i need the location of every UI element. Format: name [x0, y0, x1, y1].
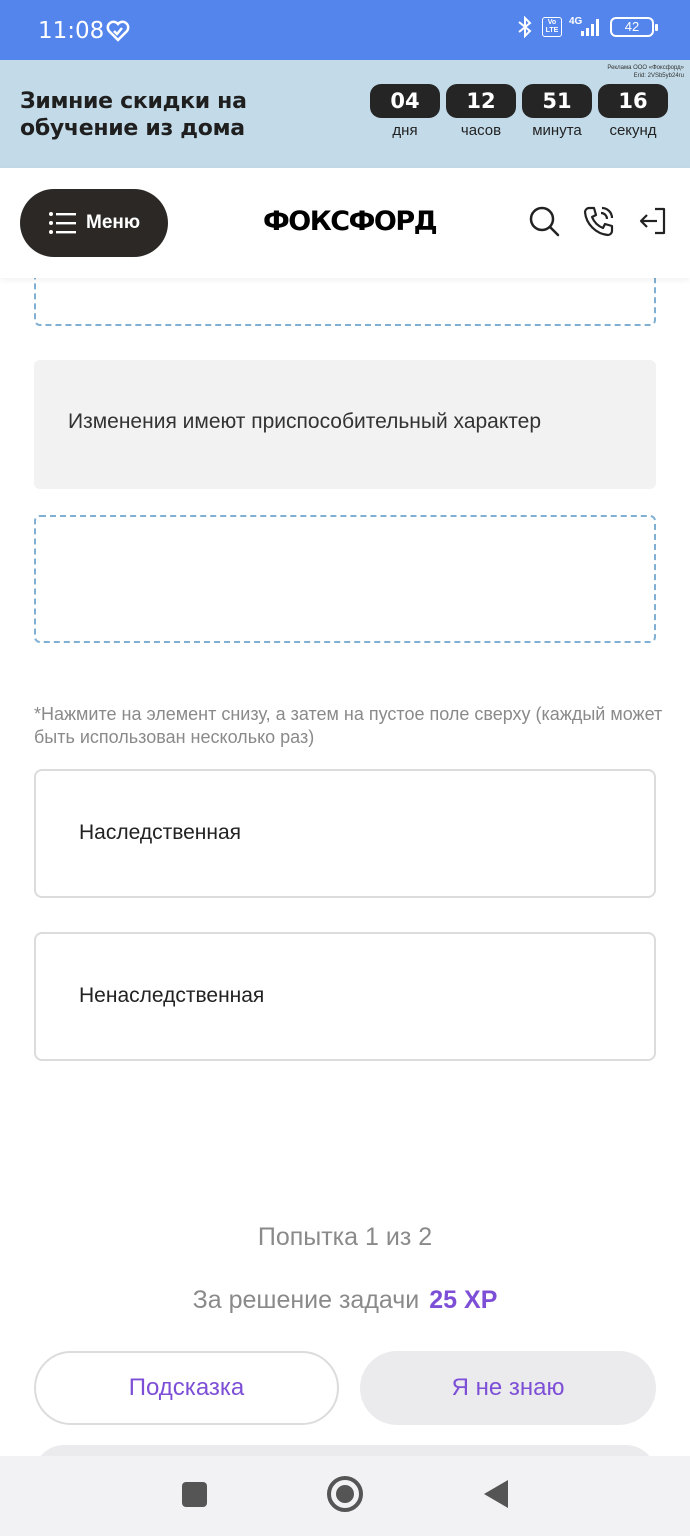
bluetooth-icon: [515, 16, 535, 38]
timer-days: [370, 84, 440, 139]
timer-unit: секунд: [609, 122, 657, 139]
option-hereditary[interactable]: [34, 769, 656, 898]
back-icon[interactable]: [484, 1480, 508, 1508]
site-header: [0, 168, 690, 278]
menu-button[interactable]: [20, 189, 168, 257]
reward-line: [0, 1286, 690, 1315]
signal-icon: [569, 16, 603, 38]
search-icon[interactable]: [527, 204, 561, 238]
volte-icon: Vo LTE: [542, 17, 562, 37]
timer-unit: дня: [392, 122, 418, 139]
network-type: 4G: [569, 16, 583, 27]
menu-icon: [48, 211, 76, 235]
home-icon[interactable]: [327, 1476, 363, 1512]
timer-unit: часов: [460, 122, 502, 139]
timer-minutes: [522, 84, 592, 139]
status-bar: [0, 0, 690, 60]
timer-seconds: [598, 84, 668, 139]
menu-label: Меню: [86, 212, 141, 233]
health-icon: [106, 20, 130, 42]
battery-icon: 42: [610, 17, 654, 37]
hint-button[interactable]: Подсказка: [34, 1351, 339, 1425]
reward-value: 25 XP: [429, 1286, 498, 1314]
option-label: Ненаследственная: [79, 984, 265, 1007]
countdown-timer: [370, 84, 668, 139]
phone-icon[interactable]: [582, 204, 616, 238]
system-nav-bar: [0, 1456, 690, 1536]
statement-text: Изменения имеют приспособительный характер: [68, 410, 542, 433]
promo-banner[interactable]: [0, 60, 690, 168]
timer-value: 12: [446, 84, 516, 118]
dont-know-button[interactable]: Я не знаю: [360, 1351, 656, 1425]
logo[interactable]: ФОКСФОРД: [263, 206, 437, 237]
option-label: Наследственная: [79, 821, 242, 844]
option-non-hereditary[interactable]: [34, 932, 656, 1061]
recents-icon[interactable]: [182, 1482, 207, 1507]
login-icon[interactable]: [637, 204, 671, 238]
ad-label: Реклама ООО «Фоксфорд» Erid: 2VSb5yb24ru: [607, 65, 684, 79]
statement-card: [34, 360, 656, 489]
timer-value: 16: [598, 84, 668, 118]
timer-unit: минута: [532, 122, 582, 139]
status-time: 11:08: [38, 18, 105, 44]
instruction-text: *Нажмите на элемент снизу, а затем на пустое поле сверху (каждый может быть использован несколько раз): [34, 704, 663, 747]
timer-value: 04: [370, 84, 440, 118]
status-icons: [515, 16, 654, 38]
reward-label: За решение задачи: [192, 1286, 420, 1314]
attempt-counter: Попытка 1 из 2: [257, 1223, 433, 1251]
drop-zone[interactable]: [34, 515, 656, 643]
timer-hours: [446, 84, 516, 139]
promo-title: Зимние скидки на обучение из дома: [20, 89, 247, 141]
timer-value: 51: [522, 84, 592, 118]
